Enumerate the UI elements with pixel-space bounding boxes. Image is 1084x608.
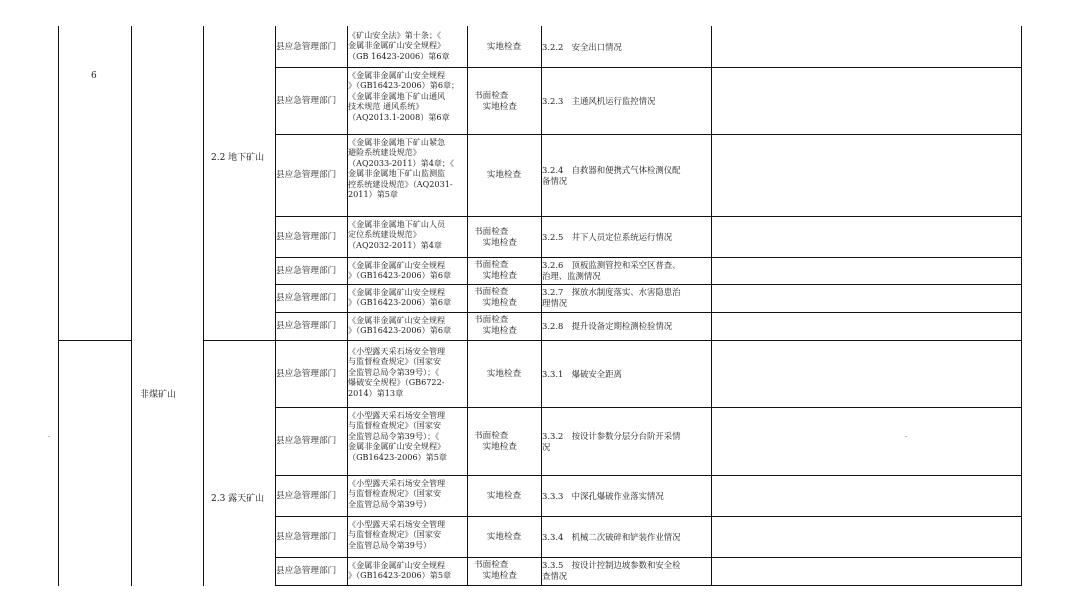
method-cell: 书面检查 实地检查 bbox=[474, 560, 517, 581]
item-cell: 3.3.2 按设计参数分层分台阶开采情 况 bbox=[542, 431, 681, 452]
category-label: 非煤矿山 bbox=[140, 390, 177, 400]
basis-cell: 《小型露天采石场安全管理 与监督检查规定》（国家安 全监管总局令第39号） bbox=[348, 519, 446, 550]
item-cell: 3.3.4 机械二次破碎和铲装作业情况 bbox=[542, 531, 681, 542]
item-cell: 3.2.8 提升设备定期检测检验情况 bbox=[542, 321, 673, 332]
dept-cell: 县应急管理部门 bbox=[276, 95, 337, 106]
basis-cell: 《金属非金属矿山安全规程 》（GB16423-2006）第5章 bbox=[348, 560, 452, 581]
dept-cell: 县应急管理部门 bbox=[276, 566, 337, 577]
method-cell: 书面检查 实地检查 bbox=[474, 260, 517, 281]
basis-cell: 《金属非金属矿山安全规程 》（GB16423-2006）第6章 bbox=[348, 287, 452, 308]
basis-cell: 《小型露天采石场安全管理 与监督检查规定》（国家安 全监管总局令第39号）；《 爆破安全规程》（GB6722- 2014）第13章 bbox=[348, 346, 446, 398]
scan-speck bbox=[48, 436, 50, 437]
basis-cell: 《小型露天采石场安全管理 与监督检查规定》（国家安 全监管总局令第39号） bbox=[348, 478, 446, 509]
item-cell: 3.3.3 中深孔爆破作业落实情况 bbox=[542, 490, 664, 501]
scan-speck bbox=[905, 436, 907, 437]
method-cell: 实地检查 bbox=[486, 170, 522, 181]
row-divider bbox=[275, 407, 1022, 408]
method-cell: 实地检查 bbox=[486, 42, 522, 53]
section-divider bbox=[58, 340, 132, 341]
dept-cell: 县应急管理部门 bbox=[276, 531, 337, 542]
row-divider bbox=[275, 134, 1022, 135]
table-border-right bbox=[1021, 26, 1022, 586]
item-cell: 3.2.6 顶板监测管控和采空区普查、 治理、监测情况 bbox=[542, 260, 681, 281]
item-cell: 3.2.7 探放水制度落实、水害隐患治 理情况 bbox=[542, 287, 681, 308]
method-cell: 实地检查 bbox=[486, 490, 522, 501]
row-divider bbox=[275, 257, 1022, 258]
basis-cell: 《金属非金属矿山安全规程 》（GB16423-2006）第6章； 《金属非金属地下矿山通风 技术规范 通风系统》 （AQ2013.1-2008）第6章 bbox=[348, 70, 460, 122]
method-cell: 实地检查 bbox=[486, 368, 522, 379]
subcategory-underground: 2.2 地下矿山 bbox=[211, 153, 265, 163]
basis-cell: 《金属非金属矿山安全规程 》（GB16423-2006）第6章 bbox=[348, 315, 452, 336]
method-cell: 书面检查 实地检查 bbox=[474, 287, 517, 308]
basis-cell: 《金属非金属地下矿山人员 定位系统建设规范》 （AQ2032-2011）第4章 bbox=[348, 219, 446, 250]
basis-cell: 《矿山安全法》第十条；《 金属非金属矿山安全规程》 （GB 16423-2006）第6章 bbox=[348, 30, 450, 61]
basis-cell: 《金属非金属矿山安全规程 》（GB16423-2006）第6章 bbox=[348, 260, 452, 281]
method-cell: 书面检查 实地检查 bbox=[474, 91, 517, 112]
basis-cell: 《金属非金属地下矿山紧急 避险系统建设规范》 （AQ2033-2011）第4章；《 金属非金属地下矿山监测监 控系统建设规范》（AQ2031- 2011）第5章 bbox=[348, 137, 455, 200]
dept-cell: 县应急管理部门 bbox=[276, 231, 337, 242]
dept-cell: 县应急管理部门 bbox=[276, 321, 337, 332]
item-cell: 3.2.4 自救器和便携式气体检测仪配 备情况 bbox=[542, 165, 681, 186]
dept-cell: 县应急管理部门 bbox=[276, 368, 337, 379]
row-divider bbox=[275, 557, 1022, 558]
method-cell: 书面检查 实地检查 bbox=[474, 431, 517, 452]
method-cell: 书面检查 实地检查 bbox=[474, 315, 517, 336]
item-cell: 3.2.5 井下人员定位系统运行情况 bbox=[542, 231, 673, 242]
table-border-left bbox=[58, 26, 59, 586]
table-col-divider-1 bbox=[131, 26, 132, 586]
method-cell: 书面检查 实地检查 bbox=[474, 227, 517, 248]
basis-cell: 《小型露天采石场安全管理 与监督检查规定》（国家安 全监管总局令第39号）；《 金属非金属矿山安全规程》 （GB16423-2006）第5章 bbox=[348, 410, 448, 462]
table-col-divider-2 bbox=[203, 26, 204, 586]
row-divider bbox=[275, 284, 1022, 285]
table-col-divider-7 bbox=[711, 26, 712, 586]
subcategory-openpit: 2.3 露天矿山 bbox=[211, 494, 265, 504]
seq-number: 6 bbox=[91, 71, 97, 81]
table-border-bottom bbox=[275, 585, 1022, 586]
item-cell: 3.3.1 爆破安全距离 bbox=[542, 368, 622, 379]
dept-cell: 县应急管理部门 bbox=[276, 490, 337, 501]
dept-cell: 县应急管理部门 bbox=[276, 170, 337, 181]
item-cell: 3.2.2 安全出口情况 bbox=[542, 42, 622, 53]
dept-cell: 县应急管理部门 bbox=[276, 42, 337, 53]
dept-cell: 县应急管理部门 bbox=[276, 293, 337, 304]
dept-cell: 县应急管理部门 bbox=[276, 436, 337, 447]
item-cell: 3.3.5 按设计控制边坡参数和安全检 查情况 bbox=[542, 560, 681, 581]
method-cell: 实地检查 bbox=[486, 531, 522, 542]
dept-cell: 县应急管理部门 bbox=[276, 265, 337, 276]
item-cell: 3.2.3 主通风机运行监控情况 bbox=[542, 95, 656, 106]
